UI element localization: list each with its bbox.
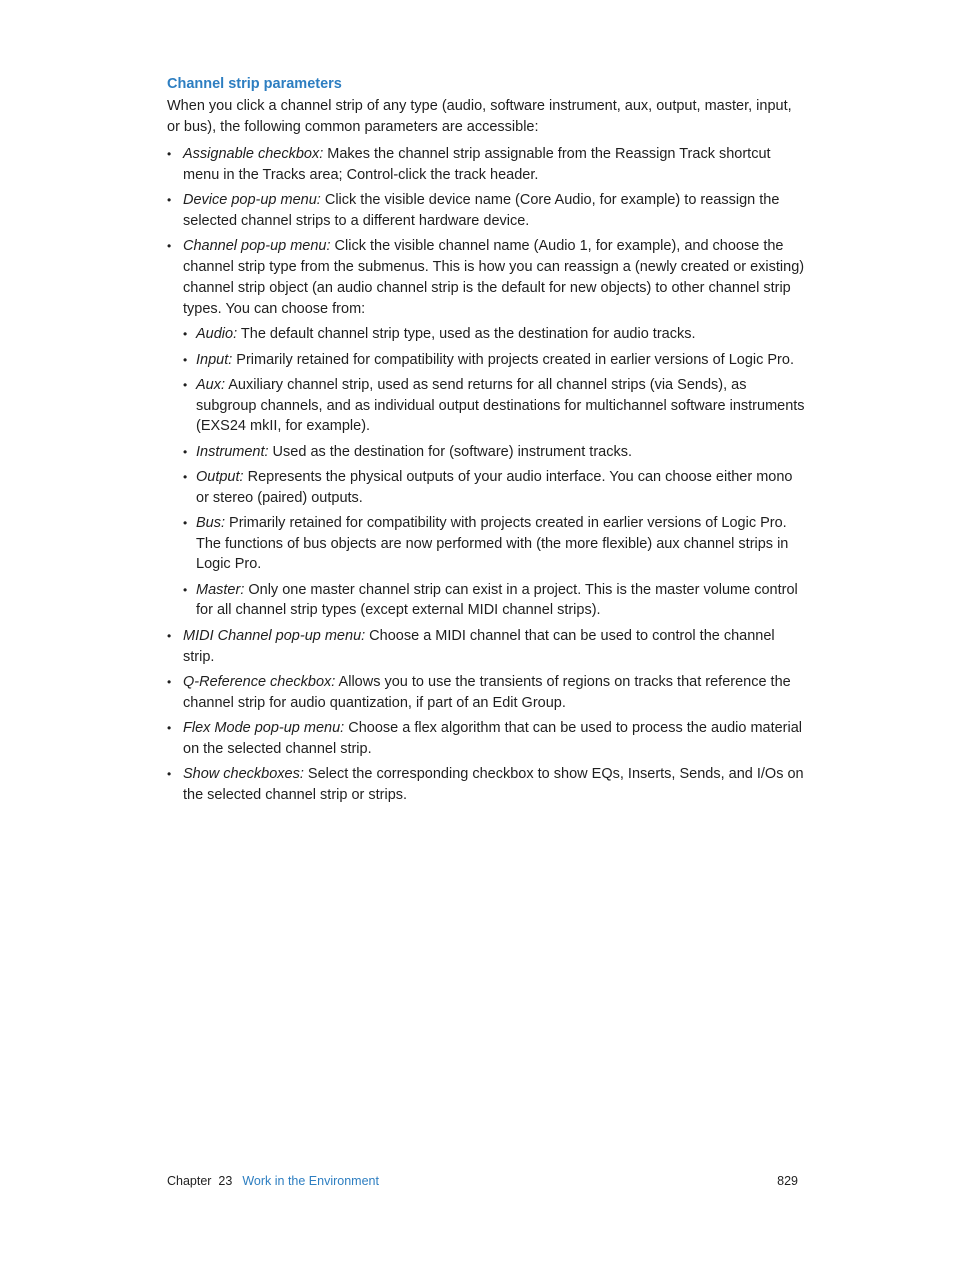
section-heading: Channel strip parameters [167,76,342,92]
page-content [167,74,807,810]
item-text: Makes the channel strip assignable from the Reassign Track shortcut menu in the Tracks area; Control-click the track header. [183,146,771,183]
list-item-q-reference-checkbox [167,672,807,714]
item-term: MIDI Channel pop-up menu: [183,627,366,644]
sub-item-text: Primarily retained for compatibility with projects created in earlier versions of Logic Pro. [232,351,794,368]
list-item-midi-channel-popup [167,626,807,668]
parameter-list [167,144,807,806]
item-term: Channel pop-up menu: [183,238,331,254]
sub-item-text: Primarily retained for compatibility with projects created in earlier versions of Logic Pro. The functions of bus objects are now performed with (the more flexible) aux channel strips in Logic Pro. [196,515,789,572]
page-footer [167,1173,798,1189]
list-item-device-popup [167,190,807,232]
list-item-channel-popup [167,236,807,621]
sub-item-term: Audio: [196,326,238,342]
sub-item-text: Auxiliary channel strip, used as send returns for all channel strips (via Sends), as subgroup channels, and as individual output destinations for multichannel software instruments (EXS24 mkII, for example). [196,377,805,434]
sub-item-bus [183,513,807,575]
sub-item-text: Only one master channel strip can exist in a project. This is the master volume control for all channel strip types (except external MIDI channel strips). [196,581,798,618]
item-term: Q-Reference checkbox: [183,673,336,690]
sub-item-term: Aux: [196,377,226,393]
sub-item-term: Master: [196,581,245,598]
list-item-flex-mode-popup [167,718,807,760]
sub-item-master [183,580,807,621]
sub-item-term: Bus: [196,515,226,531]
chapter-label: Chapter 23 [167,1174,233,1188]
item-text: Allows you to use the transients of regions on tracks that reference the channel strip for audio quantization, if part of an Edit Group. [183,673,791,711]
sub-item-instrument [183,442,807,463]
item-text: Click the visible device name (Core Audio, for example) to reassign the selected channel strips to a different hardware device. [183,192,780,229]
chapter-title-link[interactable]: Work in the Environment [242,1174,379,1188]
sub-item-term: Input: [196,351,233,368]
sub-item-term: Instrument: [196,443,269,460]
item-term: Assignable checkbox: [183,146,324,162]
sub-item-text: Represents the physical outputs of your audio interface. You can choose either mono or stereo (paired) outputs. [196,469,793,506]
sub-item-input [183,350,807,371]
channel-type-list [183,324,807,621]
item-text: Select the corresponding checkbox to show EQs, Inserts, Sends, and I/Os on the selected channel strip or strips. [183,765,804,803]
list-item-assignable-checkbox [167,144,807,186]
section-intro: When you click a channel strip of any type (audio, software instrument, aux, output, master, input, or bus), the following common parameters are accessible: [167,98,792,135]
item-text: Choose a flex algorithm that can be used to process the audio material on the selected channel strip. [183,719,803,757]
page-number: 829 [777,1174,798,1188]
item-term: Device pop-up menu: [183,192,321,208]
item-term: Show checkboxes: [183,765,304,782]
sub-item-term: Output: [196,469,244,485]
sub-item-audio [183,324,807,345]
item-text: Choose a MIDI channel that can be used to control the channel strip. [183,627,775,665]
sub-item-text: The default channel strip type, used as the destination for audio tracks. [237,326,696,342]
sub-item-text: Used as the destination for (software) instrument tracks. [268,443,632,460]
list-item-show-checkboxes [167,764,807,806]
sub-item-aux [183,375,807,437]
sub-item-output [183,467,807,508]
item-text: Click the visible channel name (Audio 1, for example), and choose the channel strip type from the submenus. This is how you can reassign a (newly created or existing) channel strip object (an audio channel strip is the default for new objects) to other channel strip types. You can choose from: [183,238,805,317]
item-term: Flex Mode pop-up menu: [183,719,345,736]
